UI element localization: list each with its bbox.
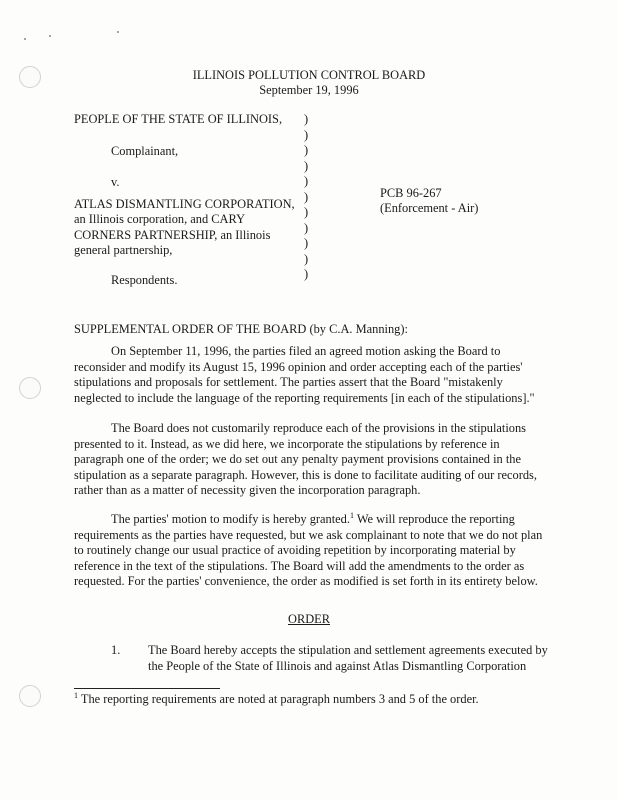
case-number: PCB 96-267 <box>380 186 442 200</box>
scan-speck <box>117 31 119 33</box>
order-title: SUPPLEMENTAL ORDER OF THE BOARD (by C.A. Manning): <box>74 322 408 336</box>
caption-bracket: ) <box>304 267 309 281</box>
caption-bracket: ) <box>304 236 309 250</box>
caption-bracket: ) <box>304 190 309 204</box>
binder-hole-middle <box>19 377 41 399</box>
caption-bracket: ) <box>304 143 309 157</box>
caption-plaintiff: PEOPLE OF THE STATE OF ILLINOIS, <box>74 112 283 126</box>
case-type: (Enforcement - Air) <box>380 201 479 215</box>
caption-bracket: ) <box>304 128 309 142</box>
caption-versus: v. <box>111 175 120 189</box>
paragraph-3-rest: We will reproduce the reporting requirements as the parties have requested, but we ask complainant to note that we do not plan to routinely change our usual practice of avoiding repetition by incorporating material by reference in the text of the stipulations. The Board will add the amendments to the order as requested. For the parties' convenience, the order as modified is set forth in its entirety below. <box>74 512 543 589</box>
caption-bracket: ) <box>304 205 309 219</box>
footnote-mark: 1 <box>74 690 78 700</box>
caption-complainant-label: Complainant, <box>111 144 179 158</box>
footnote <box>74 692 479 708</box>
footnote-reference: 1 <box>349 510 354 520</box>
order-item-line1: The Board hereby accepts the stipulation and settlement agreements executed by <box>148 643 548 657</box>
caption-respondents-label: Respondents. <box>111 273 178 287</box>
caption-bracket: ) <box>304 221 309 235</box>
paragraph-2: The Board does not customarily reproduce each of the provisions in the stipulations presented to it. Instead, as we did here, we incorporate the stipulations by reference in paragraph one of the order; we do set out any penalty payment provisions contained in the stipulation as a separate paragraph. However, this is done to facilitate auditing of our records, rather than as a matter of necessity given the incorporation paragraph. <box>74 421 537 498</box>
caption-bracket: ) <box>304 252 309 266</box>
scan-speck <box>49 35 51 37</box>
caption-bracket: ) <box>304 159 309 173</box>
caption-defendant-line2: an Illinois corporation, and CARY <box>74 212 246 226</box>
binder-hole-bottom <box>19 685 41 707</box>
caption-defendant-line1: ATLAS DISMANTLING CORPORATION, <box>74 197 295 211</box>
caption-bracket: ) <box>304 112 309 126</box>
footnote-divider <box>74 688 220 689</box>
order-heading: ORDER <box>288 612 330 626</box>
paragraph-3-start: The parties' motion to modify is hereby granted. <box>111 512 350 526</box>
caption-bracket: ) <box>304 174 309 188</box>
paragraph-3 <box>74 512 544 590</box>
order-item-line2: the People of the State of Illinois and against Atlas Dismantling Corporation <box>148 659 527 673</box>
caption-defendant-line3: CORNERS PARTNERSHIP, an Illinois <box>74 228 271 242</box>
board-name: ILLINOIS POLLUTION CONTROL BOARD <box>192 68 426 82</box>
scan-speck <box>24 38 26 40</box>
order-date: September 19, 1996 <box>259 83 359 97</box>
order-item-number: 1. <box>111 643 121 657</box>
footnote-text: The reporting requirements are noted at paragraph numbers 3 and 5 of the order. <box>80 692 479 706</box>
paragraph-1: On September 11, 1996, the parties filed an agreed motion asking the Board to reconsider and modify its August 15, 1996 opinion and order accepting each of the parties' stipulations and proposals for settlement. The parties assert that the Board "mistakenly neglected to include the language of the reporting requirements [in each of the stipulations]." <box>74 344 535 405</box>
caption-defendant-line4: general partnership, <box>74 243 173 257</box>
